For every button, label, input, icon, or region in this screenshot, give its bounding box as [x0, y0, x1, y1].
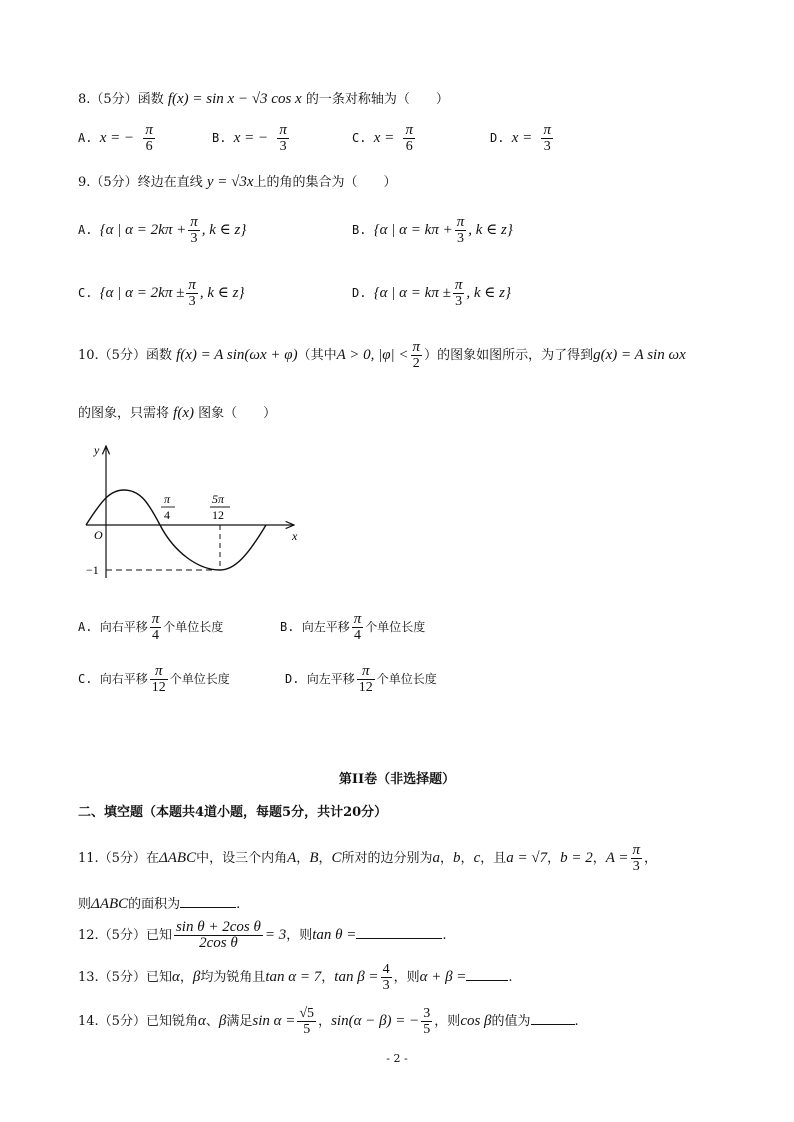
q10-option-a-label: A.: [78, 620, 93, 634]
q9-option-b-fraction: [455, 215, 467, 246]
q13-tb-den: 3: [382, 978, 390, 993]
q10-option-b-num: π: [353, 611, 362, 627]
q11-a-eq: a = √7: [506, 850, 548, 866]
q11-t2: 中，设三个内角: [196, 851, 288, 866]
q14-answer-blank[interactable]: [531, 1024, 575, 1025]
q8-option-d-den: 3: [543, 139, 551, 154]
q10-option-d-post: 个单位长度: [376, 672, 437, 686]
q11-answer-blank[interactable]: [180, 907, 236, 908]
q14-cos-b: cos β: [460, 1013, 492, 1029]
q13-sum: α + β =: [419, 969, 467, 985]
q9-option-a-num: π: [190, 214, 198, 230]
q8-option-a-den: 6: [145, 139, 153, 154]
q12-answer-blank[interactable]: [356, 938, 442, 939]
q10-option-a-den: 4: [151, 628, 159, 643]
q11-side-b: b: [453, 850, 461, 866]
q10-option-b-pre: 向左平移: [301, 620, 350, 634]
q11-triangle: ΔABC: [158, 850, 197, 866]
y-label: y: [94, 443, 100, 457]
q8-option-b-fraction: [277, 123, 289, 154]
q14-sab-den: 5: [423, 1022, 431, 1037]
q12-fraction: [174, 920, 263, 951]
q13-t2: 均为锐角且: [200, 970, 266, 985]
q10-option-c-pre: 向右平移: [99, 672, 148, 686]
q10-line2: [78, 402, 276, 422]
q13-tan-a: tan α = 7: [265, 969, 322, 985]
q14-sin-a: sin α =: [252, 1013, 296, 1029]
q11-angle-b: B: [309, 850, 319, 866]
q8-option-c-num: π: [405, 122, 413, 138]
q9-option-b-den: 3: [456, 231, 464, 246]
q8-number: 8.（: [78, 92, 104, 107]
q9-option-a-label: A.: [78, 223, 93, 237]
q10-number: 10.（5分）: [78, 348, 146, 363]
q11-angle-a: A: [287, 850, 297, 866]
q14-end: .: [574, 1014, 579, 1029]
q10-target: g(x) = A sin ωx: [593, 347, 686, 363]
question-12: [78, 920, 447, 951]
q10-option-b-post: 个单位长度: [365, 620, 426, 634]
q10-option-c-num: π: [150, 664, 168, 680]
q11-c3: ，: [440, 851, 454, 866]
q9-option-c: [78, 278, 244, 309]
q14-sa-den: 5: [303, 1022, 311, 1037]
q14-t1: 已知锐角: [145, 1014, 198, 1029]
q10-option-b: [280, 612, 425, 643]
q11-end: ，: [644, 851, 658, 866]
q11-t3: 所对的边分别为: [341, 851, 433, 866]
q8-option-d-num: π: [543, 122, 551, 138]
q14-c2: ，: [318, 1014, 332, 1029]
q8-option-c: [352, 123, 417, 154]
q11-c1: ，: [296, 851, 310, 866]
q9-text: 终边在直线: [137, 175, 203, 190]
q10-option-c-fraction: [150, 664, 168, 695]
q11-A-eq: A =: [605, 850, 629, 866]
q10-option-c-den: 12: [151, 680, 166, 695]
q14-c1: 、: [205, 1014, 219, 1029]
q14-t2: 满足: [226, 1014, 253, 1029]
q14-beta: β: [218, 1013, 227, 1029]
q10-cond: A > 0, |φ| <: [336, 347, 409, 363]
q8-option-d-lhs: x =: [511, 130, 533, 146]
q11-line2: [78, 893, 240, 913]
q12-tan: tan θ =: [312, 927, 357, 943]
q9-option-c-fraction: [186, 278, 198, 309]
q9-option-d: [352, 278, 511, 309]
q14-t3: ，则: [434, 1014, 461, 1029]
q10-option-d-den: 12: [358, 680, 373, 695]
q10-option-b-fraction: [352, 612, 364, 643]
q10-text: 函数: [145, 348, 172, 363]
part-2-heading: 二、填空题（本题共4道小题，每题5分，共计20分）: [78, 805, 388, 820]
question-14: [78, 1006, 579, 1037]
q12-den: 2cos θ: [199, 935, 238, 951]
section-2-title: 第II卷（非选择题）: [338, 772, 456, 787]
q9-option-d-label: D.: [352, 286, 367, 300]
q8-option-b-den: 3: [279, 139, 287, 154]
q8-option-b: [212, 123, 291, 154]
q8-option-d: [490, 123, 555, 154]
q9-formula: y = √3x: [206, 174, 254, 190]
q10-option-a-fraction: [150, 612, 162, 643]
q8-option-c-label: C.: [352, 131, 367, 145]
q10-option-d-num: π: [357, 664, 375, 680]
q10-option-d-pre: 向左平移: [306, 672, 355, 686]
q9-option-a-den: 3: [190, 231, 198, 246]
q11-t4: ，且: [480, 851, 507, 866]
q10-option-a-pre: 向右平移: [99, 620, 148, 634]
q14-number: 14.（5分）: [78, 1014, 146, 1029]
q8-score: 5分）: [103, 92, 138, 107]
q14-t4: 的值为: [491, 1014, 531, 1029]
q9-option-d-num: π: [454, 277, 463, 293]
q9-option-c-den: 3: [188, 294, 196, 309]
q10-option-d-fraction: [357, 664, 375, 695]
q13-c1: ，: [179, 970, 193, 985]
q10-cond-num: π: [412, 339, 421, 355]
tick2-num: 5π: [212, 492, 225, 506]
q13-t1: 已知: [145, 970, 172, 985]
q10-cond-post: ）的图象如图所示，为了得到: [424, 348, 594, 363]
q10-line2-f: f(x): [173, 405, 194, 421]
q12-end: .: [442, 928, 447, 943]
q11-c5: ，: [547, 851, 561, 866]
q10-line2-pre: 的图象，只需将: [78, 406, 170, 421]
q9-number: 9.（5分）: [78, 175, 138, 190]
q9-option-a-pre: {α | α = 2kπ +: [99, 222, 187, 238]
q11-l2-post: 的面积为: [128, 897, 181, 912]
page-number: - 2 -: [386, 1052, 408, 1065]
q9-option-a-post: , k ∈ z}: [201, 222, 247, 238]
q11-l2-pre: 则: [78, 897, 92, 912]
q11-A-den: 3: [632, 859, 640, 874]
tick1-num: π: [164, 492, 171, 506]
q13-alpha: α: [171, 969, 180, 985]
q11-c6: ，: [592, 851, 606, 866]
q9-option-d-pre: {α | α = kπ ±: [373, 285, 451, 301]
q8-option-b-lhs: x = −: [233, 130, 269, 146]
q11-l2-triangle: ΔABC: [91, 896, 129, 912]
q13-t3: ，则: [393, 970, 420, 985]
q8-option-c-den: 6: [405, 139, 413, 154]
q13-number: 13.（5分）: [78, 970, 146, 985]
q10-option-c: [78, 664, 230, 695]
q9-option-b: [352, 215, 513, 246]
q10-option-d: [285, 664, 437, 695]
q11-l2-end: .: [236, 897, 241, 912]
question-11: [78, 843, 657, 874]
q8-option-b-label: B.: [212, 131, 227, 145]
q10-option-a: [78, 612, 223, 643]
q9-option-b-post: , k ∈ z}: [468, 222, 513, 238]
q10-option-d-label: D.: [285, 672, 300, 686]
q13-beta: β: [192, 969, 201, 985]
q13-tan-b-fraction: [381, 962, 392, 993]
q14-sa-num: √5: [299, 1006, 315, 1021]
question-10: [78, 340, 686, 371]
q11-b-eq: b = 2: [560, 850, 593, 866]
q13-tan-b: tan β =: [334, 969, 379, 985]
q12-num: sin θ + 2cos θ: [175, 919, 261, 935]
q8-option-c-fraction: [403, 123, 415, 154]
q12-number: 12.（5分）: [78, 928, 146, 943]
q8-tail: 的一条对称轴为（ ）: [305, 92, 449, 107]
question-9: [78, 171, 397, 191]
q8-option-a-lhs: x = −: [99, 130, 135, 146]
q10-cond-pre: （其中: [297, 348, 337, 363]
q8-option-c-lhs: x =: [373, 130, 395, 146]
q11-t1: 在: [145, 851, 159, 866]
q9-option-a: [78, 215, 246, 246]
q8-text: 函数: [137, 92, 164, 107]
q11-side-c: c: [473, 850, 481, 866]
q11-number: 11.（5分）: [78, 851, 146, 866]
q9-tail: 上的角的集合为（ ）: [253, 175, 397, 190]
origin-label: O: [94, 528, 103, 542]
q8-formula: f(x) = sin x − √3 cos x: [167, 91, 302, 107]
q10-formula: f(x) = A sin(ωx + φ): [176, 347, 298, 363]
tick1-den: 4: [164, 508, 170, 522]
q9-option-c-label: C.: [78, 286, 93, 300]
q8-option-b-num: π: [279, 122, 287, 138]
q8-option-a-fraction: [143, 123, 155, 154]
q9-option-d-post: , k ∈ z}: [466, 285, 511, 301]
q11-c4: ，: [460, 851, 474, 866]
q11-side-a: a: [432, 850, 441, 866]
question-13: [78, 962, 513, 993]
q9-option-b-label: B.: [352, 223, 367, 237]
q10-cond-fraction: [411, 340, 423, 371]
q11-A-num: π: [632, 842, 641, 858]
q9-option-b-pre: {α | α = kπ +: [373, 222, 453, 238]
q14-sab-num: 3: [423, 1006, 431, 1021]
sine-curve: [86, 490, 266, 570]
q10-option-b-label: B.: [280, 620, 295, 634]
q14-sin-a-fraction: [297, 1006, 316, 1037]
q9-option-d-fraction: [453, 278, 465, 309]
q12-t2: ，则: [286, 928, 313, 943]
q10-graph-figure: [80, 440, 310, 585]
q11-A-fraction: [631, 843, 643, 874]
q8-option-d-label: D.: [490, 131, 505, 145]
q10-cond-den: 2: [412, 356, 420, 371]
q9-option-b-num: π: [456, 214, 465, 230]
q10-option-c-label: C.: [78, 672, 93, 686]
q10-line2-post: 图象（ ）: [198, 406, 277, 421]
q9-option-c-post: , k ∈ z}: [199, 285, 245, 301]
q8-option-a-label: A.: [78, 131, 93, 145]
q9-option-c-pre: {α | α = 2kπ ±: [99, 285, 185, 301]
q14-sin-ab: sin(α − β) = −: [331, 1013, 420, 1029]
q10-option-a-post: 个单位长度: [163, 620, 224, 634]
q13-answer-blank[interactable]: [466, 980, 508, 981]
q13-end: .: [508, 970, 513, 985]
q11-c2: ，: [318, 851, 332, 866]
q10-option-b-den: 4: [353, 628, 361, 643]
q12-t1: 已知: [145, 928, 172, 943]
q10-option-c-post: 个单位长度: [169, 672, 230, 686]
q8-option-a: [78, 123, 157, 154]
q12-eq: = 3: [264, 927, 287, 943]
tick2-den: 12: [212, 508, 224, 522]
q9-option-d-den: 3: [455, 294, 463, 309]
q8-option-d-fraction: [541, 123, 553, 154]
min-label: −1: [86, 563, 99, 577]
x-label: x: [292, 529, 298, 543]
q14-sin-ab-fraction: [421, 1006, 432, 1037]
question-8: [78, 88, 449, 108]
q14-alpha: α: [197, 1013, 206, 1029]
q9-option-a-fraction: [188, 215, 200, 246]
q13-c2: ，: [321, 970, 335, 985]
q13-tb-num: 4: [382, 962, 390, 977]
q9-option-c-num: π: [188, 277, 196, 293]
q10-option-a-num: π: [151, 611, 160, 627]
q8-option-a-num: π: [145, 122, 153, 138]
q11-angle-c: C: [331, 850, 342, 866]
